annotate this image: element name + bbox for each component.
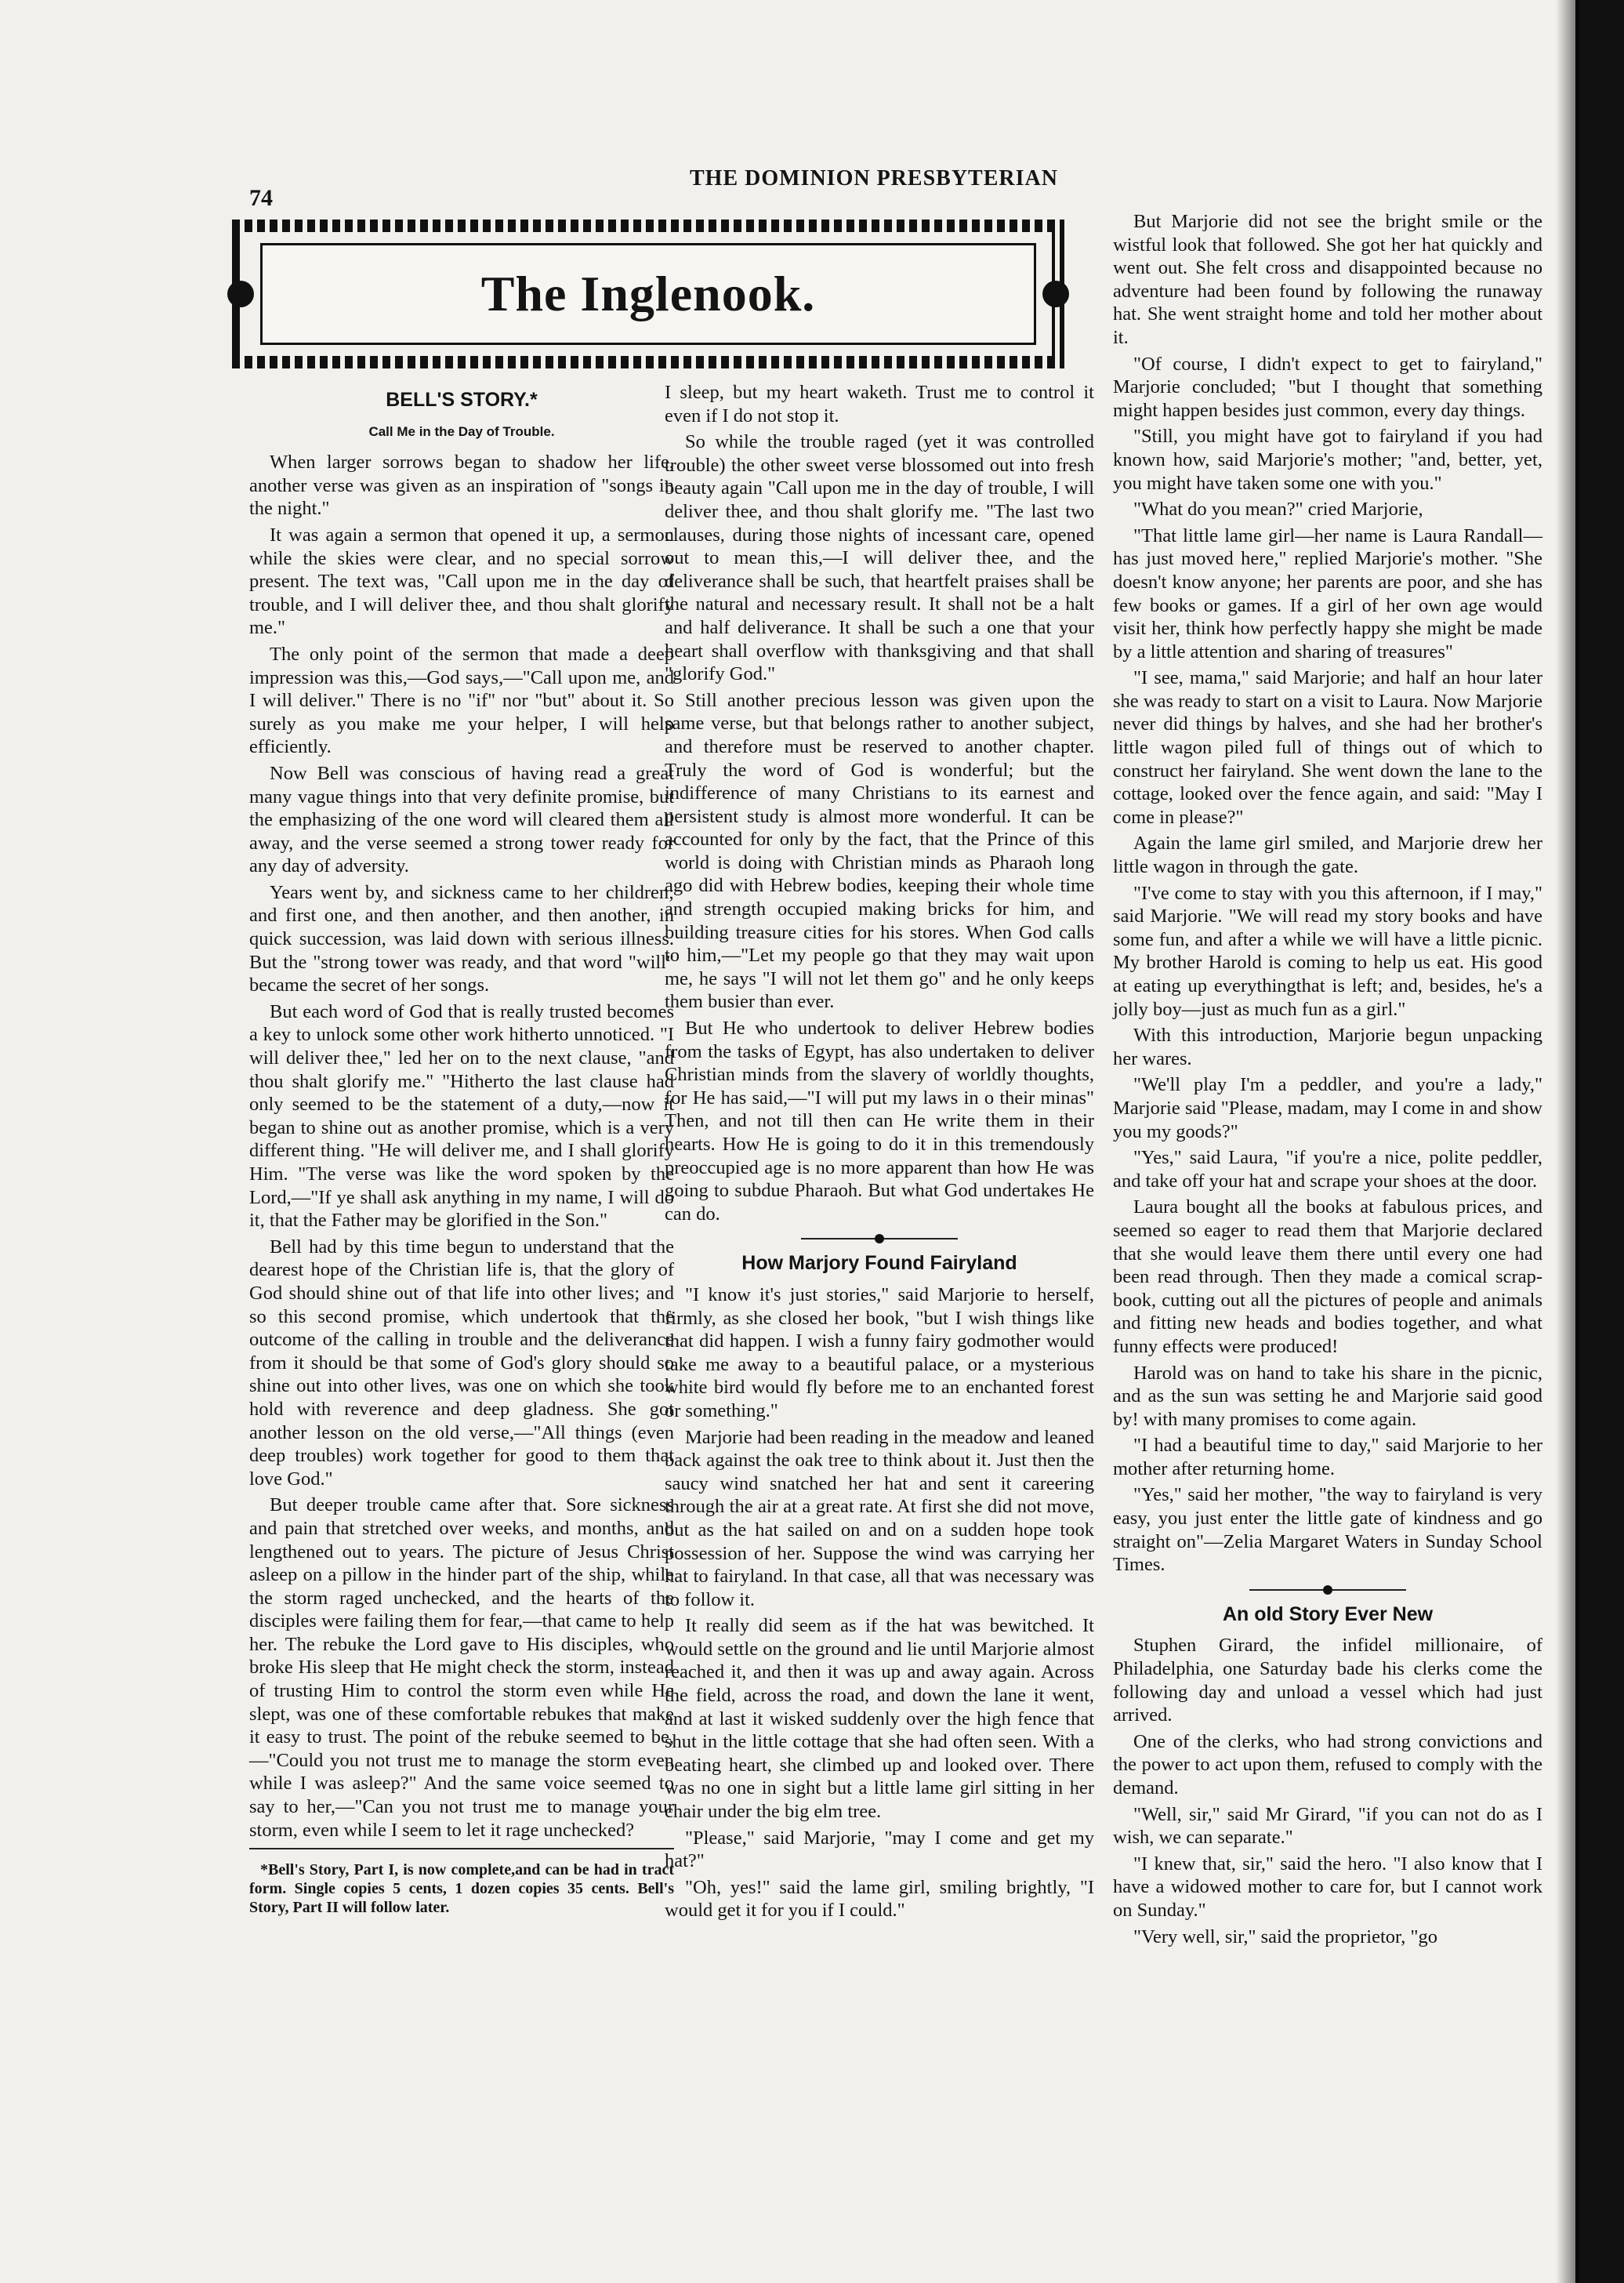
banner-panel [260,243,1036,345]
column-2 [665,381,1094,1925]
paragraph: "I knew that, sir," said the hero. "I also know that I have a widowed mother to care for, but I cannot work on Sunday." [1113,1853,1542,1921]
paragraph: But deeper trouble came after that. Sore sickness and pain that stretched over weeks, and months, and lengthened out to years. The picture of Jesus Christ asleep on a pillow in the hinder part of the ship, while the storm raged unchecked, and the hearts of the disciples were failing them for fear,—that came to help her. The rebuke the Lord gave to His disciples, who broke His sleep that He might check the storm, instead of trusting Him to control the storm even while He slept, was one of these comfortable rebukes that make it easy to trust. The point of the rebuke seemed to be,—"Could you not trust me to manage the storm even while I was asleep?" And the same voice seemed to say to her,—"Can you not trust me to manage your storm, even while I seem to let it rage unchecked? [249,1494,674,1841]
page-edge-shadow [1556,0,1579,2283]
paragraph: One of the clerks, who had strong convictions and the power to act upon them, refused to comply with the demand. [1113,1730,1542,1798]
paragraph: "Well, sir," said Mr Girard, "if you can not do as I wish, we can separate." [1113,1803,1542,1849]
paragraph: "Oh, yes!" said the lame girl, smiling brightly, "I would get it for you if I could." [665,1876,1094,1922]
paragraph: "Very well, sir," said the proprietor, "go [1133,1925,1437,1947]
paragraph: Bell had by this time begun to understand that the dearest hope of the Christian life is, that the glory of God should shine out of that life into other lives; and so this second promise, which undertook that the outcome of the calling in trouble and the deliverance from it should be that some of God's glory should so shine out into other lives, was one on which she took hold with reverence and deep gladness. She got another lesson on the old verse,—"All things (even deep troubles) work together for good to them that love God." [249,1236,674,1490]
paragraph: Stuphen Girard, the infidel millionaire, of Philadelphia, one Saturday bade his clerks come the following day and unload a vessel which had just arrived. [1113,1635,1542,1726]
paragraph: "Yes," said Laura, "if you're a nice, polite peddler, and take off your hat and scrape your shoes at the door. [1113,1147,1542,1192]
paragraph: When larger sorrows began to shadow her life, another verse was given as an inspiration of "songs in the night." [249,452,674,520]
article-subheading: Call Me in the Day of Trouble. [368,423,555,439]
section-title: The Inglenook. [480,266,816,321]
paragraph: "I've come to stay with you this afternoon, if I may," said Marjorie. "We will read my story books and have some fun, and after a while we will have a little picnic. My brother Harold is coming to help us eat. His good at eating up everythingthat is left; and, besides, he's a jolly boy—just as much fun as a girl." [1113,882,1542,1020]
footnote: *Bell's Story, Part I, is now complete,and can be had in tract form. Single copies 5 cents, 1 dozen copies 35 cents. Bell's Story, Part II will follow later. [249,1848,674,1917]
paragraph: The only point of the sermon that made a deep impression was this,—God says,—"Call upon me, and I will deliver." There is no "if" nor "but" about it. So surely as you make me your helper, I will help efficiently. [249,643,674,758]
paragraph: "Of course, I didn't expect to get to fairyland," Marjorie concluded; "but I thought that something might happen besides just common, every day things. [1113,353,1542,421]
paragraph: Years went by, and sickness came to her children; and first one, and then another, and then another, in quick succession, was laid down with serious illness. But the "strong tower was ready, and that word "will" became the secret of her songs. [249,881,674,996]
paragraph: I sleep, but my heart waketh. Trust me to control it even if I do not stop it. [665,382,1094,426]
paragraph: Still another precious lesson was given upon the same verse, but that belongs rather to another subject, and therefore must be reserved to another chapter. Truly the word of God is wonderful; but the indifference of many Christians to its earnest and persistent study is almost more wonderful. It can be accounted for only by the fact, that the Prince of this world is doing with Christian minds as Pharaoh long ago did with Hebrew bodies, keeping their whole time and strength occupied making bricks for him, and building treasure cities for his stores. When God calls to him,—"Let my people go that they may wait upon me, he says "I will not let them go" and he only keeps them busier than ever. [665,689,1094,1013]
section-divider [1249,1589,1406,1591]
column-1 [249,384,674,1917]
section-banner [232,220,1064,368]
paragraph: Marjorie had been reading in the meadow and leaned back against the oak tree to think about it. Just then the saucy wind snatched her hat and sent it careering through the air at a great rate. At first she did not move, but as the hat sailed on and on a sudden hope took possession of her. Suppose the wind was carrying her hat to fairyland. In that case, all that was necessary was to follow it. [665,1426,1094,1610]
paragraph: With this introduction, Marjorie begun unpacking her wares. [1113,1025,1542,1069]
paragraph: "Please," said Marjorie, "may I come and get my hat?" [665,1827,1094,1872]
paragraph: But each word of God that is really trusted becomes a key to unlock some other work hitherto unnoticed. "I will deliver thee," led her on to the next clause, "and thou shalt glorify me." "Hitherto the last clause had only seemed to be the statement of a duty,—now it began to shine out as another promise, which is a very different thing. "He will deliver me, and I shall glorify Him. "The verse was like the word spoken by the Lord,—"If ye shall ask anything in my name, I will do it, that the Father may be glorified in the Son." [249,1000,674,1232]
paragraph: Now Bell was conscious of having read a great many vague things into that very definite promise, but the emphasizing of the one word will cleared them all away, and the verse seemed a strong tower ready for any day of adversity. [249,762,674,877]
ornament-left-icon [227,281,254,307]
paragraph: But He who undertook to deliver Hebrew bodies from the tasks of Egypt, has also undertaken to deliver Christian minds from the slavery of worldly thoughts, for He has said,—"I will put my laws in o their minas" Then, and not till then can He write them in their hearts. How He is going to do it in this tremendously preoccupied age is no more apparent than how He was going to subdue Pharaoh. But what God undertakes He can do. [665,1018,1094,1225]
article-heading: BELL'S STORY.* [386,389,538,411]
article-heading: How Marjory Found Fairyland [741,1252,1017,1275]
running-head: THE DOMINION PRESBYTERIAN [690,166,1058,191]
paragraph: But Marjorie did not see the bright smile or the wistful look that followed. She got her hat quickly and went out. She felt cross and disappointed because no adventure had been found by following the runaway hat. She went straight home and told her mother about it. [1113,211,1542,348]
paragraph: Harold was on hand to take his share in the picnic, and as the sun was setting he and Marjorie said good by! with many promises to come again. [1113,1362,1542,1430]
paragraph: Again the lame girl smiled, and Marjorie drew her little wagon in through the gate. [1113,833,1542,878]
page-number: 74 [249,185,273,211]
paragraph: It was again a sermon that opened it up, a sermon while the skies were clear, and no special sorrow present. The text was, "Call upon me in the day of trouble, and I will deliver thee, and thou shalt glorify me." [249,524,674,639]
paragraph: Laura bought all the books at fabulous prices, and seemed so eager to read them that Marjorie declared that she would leave them there until every one had been read through. Then they made a comical scrap-book, cutting out all the pictures of people and animals and fitting new heads and bodies together, and what funny effects were produced! [1113,1196,1542,1357]
section-divider [801,1238,958,1239]
paragraph: So while the trouble raged (yet it was controlled trouble) the other sweet verse blossomed out into fresh beauty again "Call upon me in the day of trouble, I will deliver thee, and thou shalt glorify me. "The last two clauses, during those nights of incessant care, opened out to mean this,—I will deliver thee, and the deliverance shall be such, that heartfelt praises shall be the natural and necessary result. It shall not be a halt and half deliverance. It shall be such a one that your heart shall overflow with thanksgiving and that shall "glorify God." [665,431,1094,685]
paragraph: "I know it's just stories," said Marjorie to herself, firmly, as she closed her book, "but I wish things like that did happen. I wish a funny fairy godmother would take me away to a beautiful palace, or a mysterious white bird would fly before me to an enchanted forest or something." [665,1283,1094,1421]
paragraph: "Yes," said her mother, "the way to fairyland is very easy, you just enter the little gate of kindness and go straight on"—Zelia Margaret Waters in Sunday School Times. [1113,1484,1542,1576]
paragraph: "I had a beautiful time to day," said Marjorie to her mother after returning home. [1113,1435,1542,1479]
paragraph: "Still, you might have got to fairyland if you had known how, said Marjorie's mother; "and, better, yet, you might have taken some one with you." [1113,426,1542,494]
paragraph: "That little lame girl—her name is Laura Randall—has just moved here," replied Marjorie's mother. "She doesn't know anyone; her parents are poor, and she has few books or games. If a girl of her own age would visit her, think how perfectly happy she might be made by a little attention and sharing of treasures" [1113,524,1542,662]
ornament-right-icon [1042,281,1069,307]
paragraph: "We'll play I'm a peddler, and you're a lady," Marjorie said "Please, madam, may I come in and show you my goods?" [1113,1074,1542,1142]
column-3 [1113,210,1542,1951]
paragraph: It really did seem as if the hat was bewitched. It would settle on the ground and lie until Marjorie almost reached it, and then it was up and away again. Across the field, across the road, and down the lane it went, and at last it wisked suddenly over the high fence that shut in the little cottage that she had often seen. With a beating heart, she climbed up and looked over. There was no one in sight but a little lame girl sitting in her chair under the big elm tree. [665,1615,1094,1823]
paragraph: "What do you mean?" cried Marjorie, [1133,499,1423,521]
paragraph: "I see, mama," said Marjorie; and half an hour later she was ready to start on a visit to Laura. Now Marjorie never did things by halves, and she had her brother's little wagon piled full of things out of which to construct her fairyland. She went down the lane to the cottage, looked over the fence again, and said: "May I come in please?" [1113,667,1542,828]
article-heading: An old Story Ever New [1222,1602,1434,1625]
